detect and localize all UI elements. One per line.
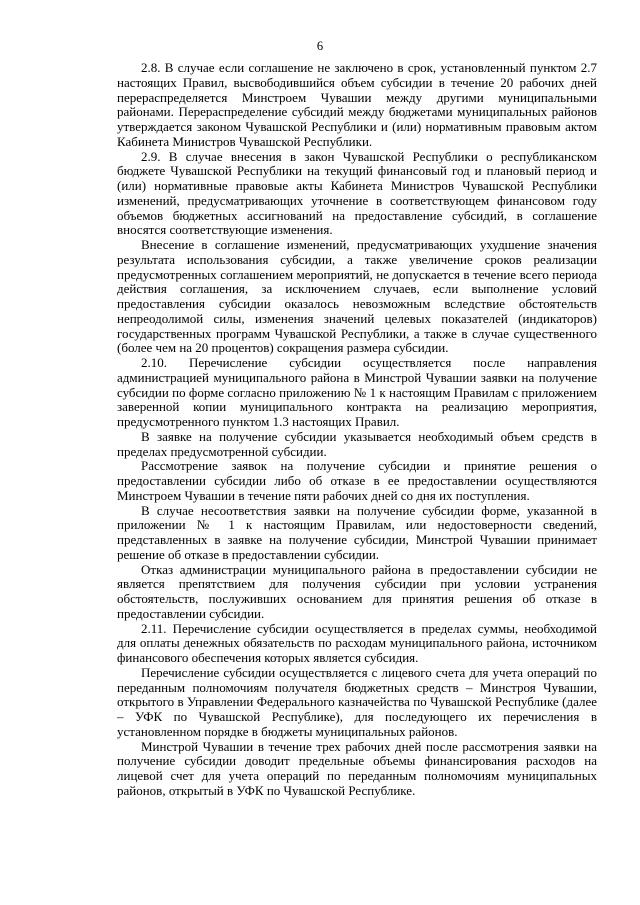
paragraph-funding-limits: Минстрой Чувашии в течение трех рабочих дней после рассмотрения заявки на получение субсидии доводит предельные объемы финансирования расходов на лицевой счет для учета операций по переданным полномочиям муниципальных районов, открытый в УФК по Чувашской Республике. bbox=[117, 738, 597, 798]
paragraph-transfer-account: Перечисление субсидии осуществляется с лицевого счета для учета операций по переданным полномочиям получателя бюджетных средств – Минстроя Чувашии, открытого в Управлении Федерального казначейства по Чувашской Республике (далее – УФК по Чувашской Республике), для последующего их перечисления в установленном порядке в бюджеты муниципальных районов. bbox=[117, 664, 597, 739]
paragraph-agreement-changes: Внесение в соглашение изменений, предусматривающих ухудшение значения результата использования субсидии, а также увеличение сроков реализации предусмотренных соглашением мероприятий, не допускается в течение всего периода действия соглашения, за исключением случаев, если выполнение условий предоставления субсидии оказалось невозможным вследствие обстоятельств непреодолимой силы, изменения значений целевых показателей (индикаторов) государственных программ Чувашской Республики, а также в случае существенного (более чем на 20 процентов) сокращения размера субсидии. bbox=[117, 237, 597, 356]
paragraph-application-review: Рассмотрение заявок на получение субсидии и принятие решения о предоставлении субсидии либо об отказе в ее предоставлении осуществляются Минстроем Чувашии в течение пяти рабочих дней со дня их поступления. bbox=[117, 458, 597, 503]
paragraph-refusal-not-obstacle: Отказ администрации муниципального района в предоставлении субсидии не является препятствием для получения субсидии при условии устранения обстоятельств, послуживших основанием для принятия решения об отказе в предоставлении субсидии. bbox=[117, 561, 597, 621]
document-body bbox=[117, 61, 597, 799]
paragraph-2-11: 2.11. Перечисление субсидии осуществляется в пределах суммы, необходимой для оплаты денежных обязательств по расходам муниципального района, источником финансового обеспечения которых является субсидия. bbox=[117, 620, 597, 665]
paragraph-application-amount: В заявке на получение субсидии указывается необходимый объем средств в пределах предусмотренной субсидии. bbox=[117, 428, 597, 459]
paragraph-2-10: 2.10. Перечисление субсидии осуществляется после направления администрацией муниципального района в Минстрой Чувашии заявки на получение субсидии по форме согласно приложению № 1 к настоящим Правилам с приложением заверенной копии муниципального контракта на реализацию мероприятия, предусмотренного пунктом 1.3 настоящих Правил. bbox=[117, 355, 597, 429]
paragraph-2-9: 2.9. В случае внесения в закон Чувашской Республики о республиканском бюджете Чувашской Республики на текущий финансовый год и плановый период и (или) нормативные правовые акты Кабинета Министров Чувашской Республики изменений, предусматривающих уточнение в соответствующем финансовом году объемов бюджетных ассигнований на предоставление субсидий, в соглашение вносятся соответствующие изменения. bbox=[117, 148, 597, 238]
paragraph-refusal-grounds: В случае несоответствия заявки на получение субсидии форме, указанной в приложении № 1 к настоящим Правилам, или недостоверности сведений, представленных в заявке на получение субсидии, Минстрой Чувашии принимает решение об отказе в предоставлении субсидии. bbox=[117, 502, 597, 562]
paragraph-2-8: 2.8. В случае если соглашение не заключено в срок, установленный пунктом 2.7 настоящих Правил, высвободившийся объем субсидии в течение 20 рабочих дней перераспределяется Минстроем Чувашии между другими муниципальными районами. Перераспределение субсидий между бюджетами муниципальных районов утверждается законом Чувашской Республики и (или) нормативным правовым актом Кабинета Министров Чувашской Республики. bbox=[117, 60, 597, 149]
page-number: 6 bbox=[316, 39, 324, 53]
